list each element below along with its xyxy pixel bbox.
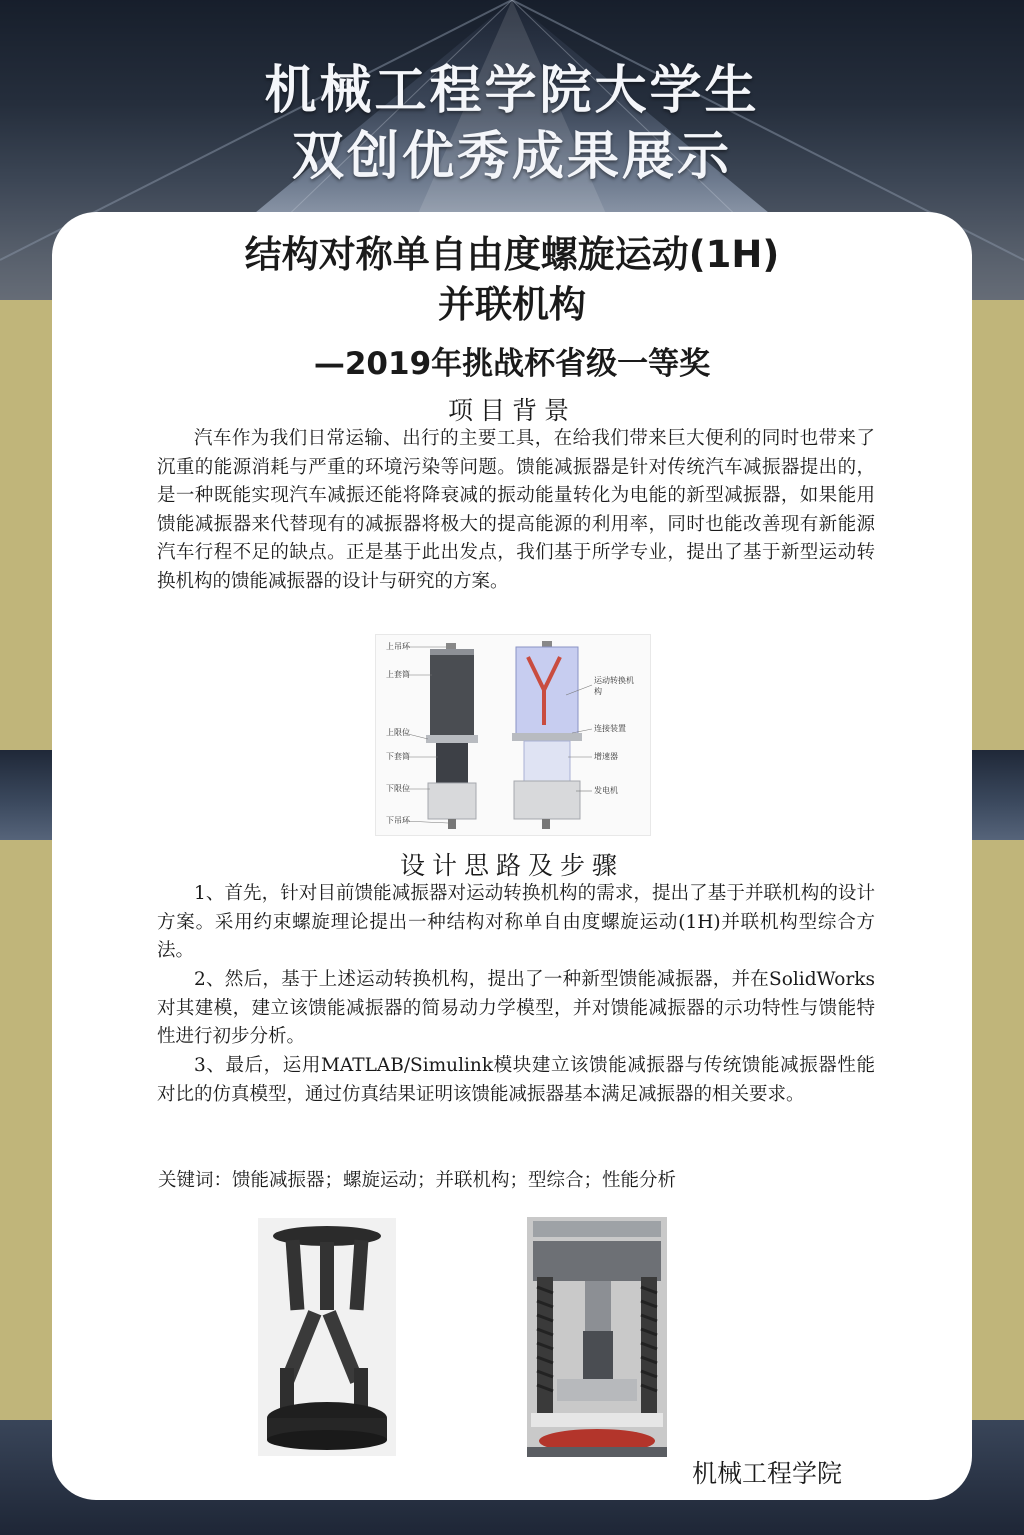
fig-label-upper-sleeve: 上套筒: [386, 670, 410, 679]
mechanism-prototype-photo: [258, 1218, 396, 1456]
design-step-3: 3、最后，运用MATLAB/Simulink模块建立该馈能减振器与传统馈能减振器性能对比的仿真模型，通过仿真结果证明该馈能减振器基本满足减振器的相关要求。: [157, 1055, 875, 1105]
project-title: [52, 230, 972, 330]
fig-label-lower-sleeve: 下套筒: [386, 752, 410, 761]
fig-label-generator: 发电机: [594, 786, 618, 795]
fig-label-gearbox: 增速器: [594, 752, 618, 761]
mechanism-prototype-drawing: [258, 1218, 396, 1456]
poster-header-title: [0, 58, 1024, 190]
fig-label-upper-ring: 上吊环: [386, 642, 410, 651]
fig-label-connector: 连接装置: [594, 724, 626, 733]
header-title-line2: 双创优秀成果展示: [291, 127, 732, 187]
project-title-line2: 并联机构: [438, 283, 586, 326]
section-heading-design: 设计思路及步骤: [399, 851, 624, 880]
design-step-1: 1、首先，针对目前馈能减振器对运动转换机构的需求，提出了基于并联机构的设计方案。采用约束螺旋理论提出一种结构对称单自由度螺旋运动(1H)并联机构型综合方法。: [157, 883, 875, 961]
fig-label-lower-ring: 下吊环: [386, 816, 410, 825]
shock-absorber-drawing: [376, 635, 650, 835]
shock-absorber-figure: [375, 634, 651, 836]
award-line: —2019年挑战杯省级一等奖: [313, 346, 711, 382]
design-step-2: 2、然后，基于上述运动转换机构，提出了一种新型馈能减振器，并在SolidWorks对其建模，建立该馈能减振器的简易动力学模型，并对馈能减振器的示功特性与馈能特性进行初步分析。: [157, 969, 875, 1047]
fig-label-motion-conversion: 运动转换机构: [594, 676, 634, 696]
test-bench-drawing: [527, 1217, 667, 1457]
header-title-line1: 机械工程学院大学生: [264, 61, 760, 121]
section-heading-background: 项目背景: [447, 396, 576, 425]
project-title-line1: 结构对称单自由度螺旋运动(1H): [244, 233, 780, 276]
fig-label-upper-limit: 上限位: [386, 728, 410, 737]
footer-school-name: 机械工程学院: [692, 1459, 843, 1488]
content-card: [52, 212, 972, 1500]
background-paragraph: 汽车作为我们日常运输、出行的主要工具，在给我们带来巨大便利的同时也带来了沉重的能源消耗与严重的环境污染等问题。馈能减振器是针对传统汽车减振器提出的，是一种既能实现汽车减振还能将降衰减的振动能量转化为电能的新型减振器，如果能用馈能减振器来代替现有的减振器将极大的提高能源的利用率，同时也能改善现有新能源汽车行程不足的缺点。正是基于此出发点，我们基于所学专业，提出了基于新型运动转换机构的馈能减振器的设计与研究的方案。: [157, 428, 875, 592]
fig-label-lower-limit: 下限位: [386, 784, 410, 793]
keywords-line: 关键词：馈能减振器；螺旋运动；并联机构；型综合；性能分析: [158, 1170, 677, 1191]
test-bench-photo: [527, 1217, 667, 1457]
